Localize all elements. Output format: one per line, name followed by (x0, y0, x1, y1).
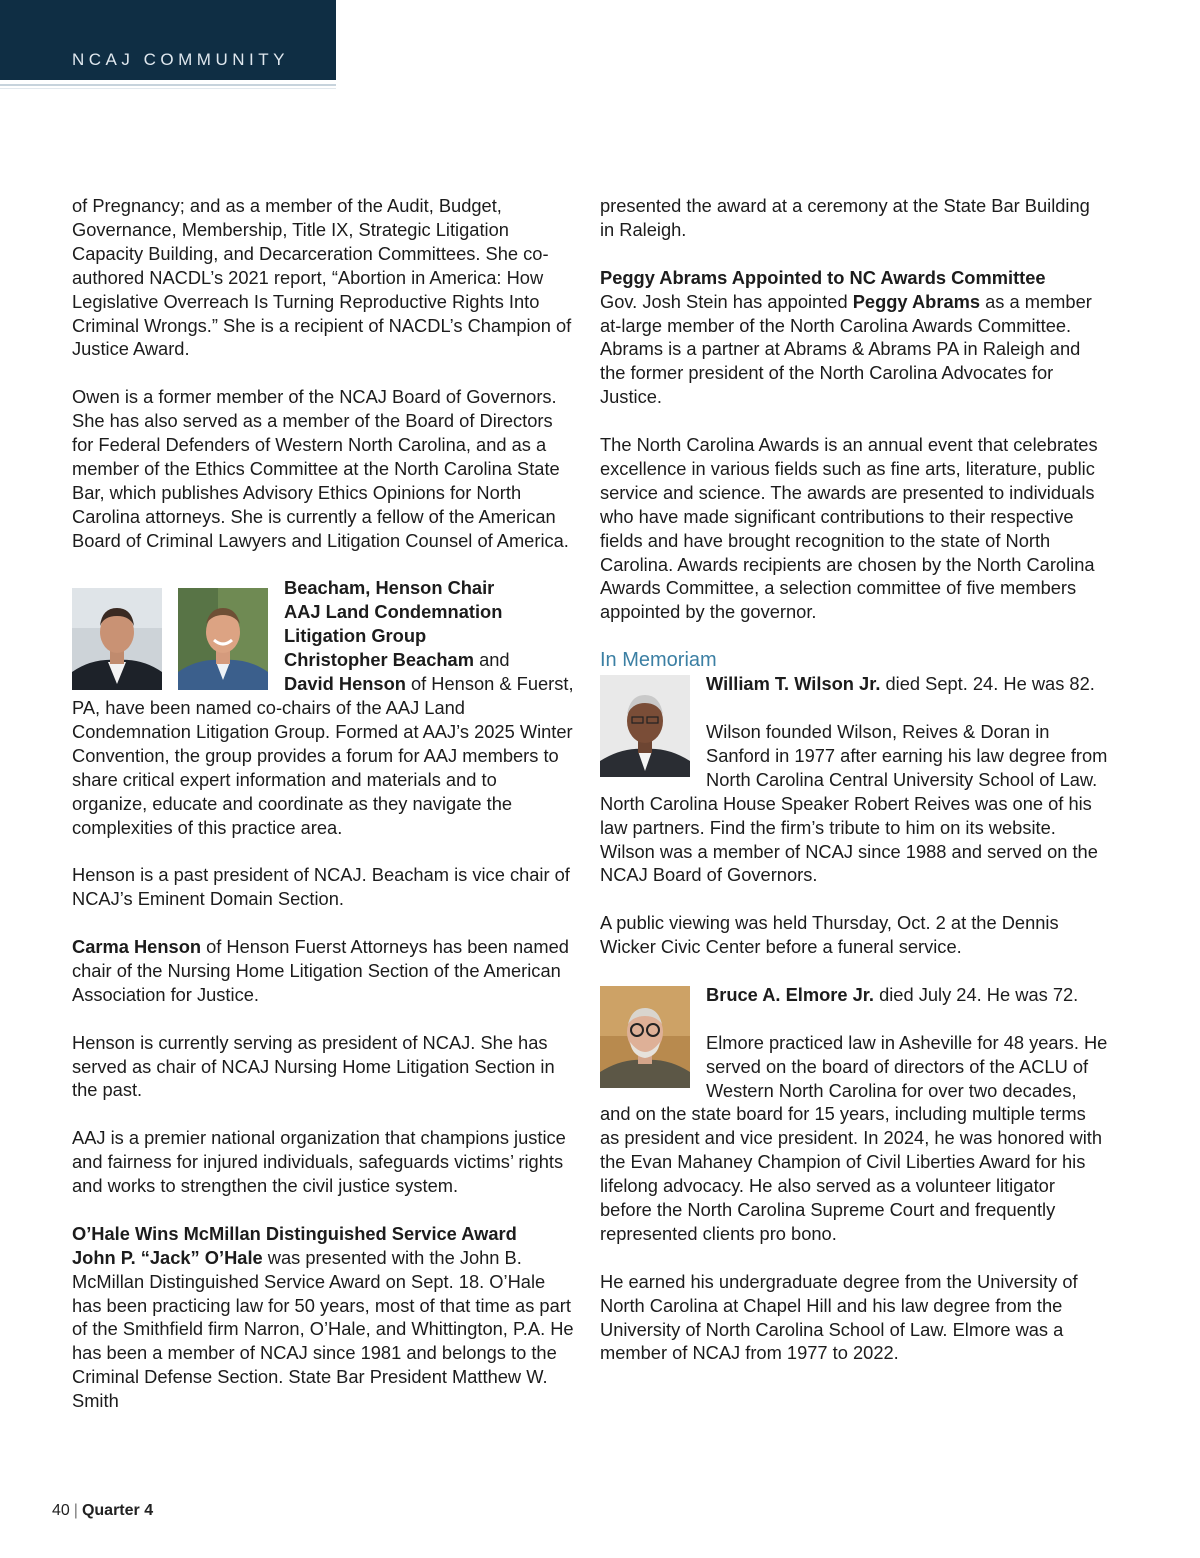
carma-henson-name: Carma Henson (72, 936, 202, 958)
ohale-item (72, 1222, 576, 1413)
elmore-item (600, 983, 1108, 1365)
henson-name: David Henson (284, 673, 406, 695)
beacham-henson-paragraph-2: Henson is a past president of NCAJ. Beacham is vice chair of NCAJ’s Eminent Domain Section. (72, 864, 570, 910)
ohale-heading: O’Hale Wins McMillan Distinguished Service Award (72, 1222, 517, 1244)
right-column (600, 194, 1108, 1365)
owen-paragraph-1: of Pregnancy; and as a member of the Audit, Budget, Governance, Membership, Title IX, Strategic Litigation Capacity Building, and Decarceration Committees. She co-authored NACDL’s 2021 report, “Abortion in America: How Legislative Overreach Is Turning Reproductive Rights Into Criminal Wrongs.” She is a recipient of NACDL’s Champion of Justice Award. (72, 195, 572, 360)
beacham-henson-photos (72, 588, 284, 692)
carma-henson-paragraph (72, 935, 576, 1007)
beacham-body: of Henson & Fuerst, PA, have been named co-chairs of the AAJ Land Condemnation Litigation Group. Formed at AAJ’s 2025 Winter Convention, the group provides a forum for AAJ members to share critical expert information and materials and to organize, educate and coordinate as they navigate the complexities of this practice area. (72, 673, 574, 838)
beacham-heading-2: AAJ Land Condemnation Litigation Group (284, 601, 503, 647)
bruce-elmore-photo (600, 986, 690, 1088)
aaj-paragraph: AAJ is a premier national organization that champions justice and fairness for injured individuals, safeguards victims’ rights and works to strengthen the civil justice system. (72, 1127, 566, 1197)
wilson-name: William T. Wilson Jr. (706, 673, 881, 695)
beacham-heading-1: Beacham, Henson Chair (284, 577, 495, 599)
beacham-name: Christopher Beacham (284, 649, 474, 671)
christopher-beacham-photo (72, 588, 162, 690)
abrams-item (600, 266, 1108, 409)
william-wilson-photo (600, 675, 690, 777)
abrams-pre: Gov. Josh Stein has appointed (600, 290, 853, 312)
header-rule (0, 84, 336, 86)
ohale-continued: presented the award at a ceremony at the State Bar Building in Raleigh. (600, 195, 1090, 240)
left-column (72, 194, 576, 1413)
footer-separator: | (73, 1502, 78, 1519)
carma-henson-body: of Henson Fuerst Attorneys has been named chair of the Nursing Home Litigation Section of the American Association for Justice. (72, 936, 569, 1005)
header-band (0, 0, 336, 80)
beacham-henson-item (72, 576, 576, 839)
david-henson-photo (178, 588, 268, 690)
abrams-name: Peggy Abrams (852, 290, 981, 312)
elmore-degrees: He earned his undergraduate degree from the University of North Carolina at Chapel Hill and his law degree from the University of North Carolina School of Law. Elmore was a member of NCAJ from 1977 to 2022. (600, 1270, 1078, 1364)
elmore-body: Elmore practiced law in Asheville for 48 years. He served on the board of directors of the ACLU of Western North Carolina for over two decades, and on the state board for 15 years, including multiple terms as president and vice president. In 2024, he was honored with the Evan Mahaney Champion of Civil Liberties Award for his lifelong advocacy. He also served as a volunteer litigator before the North Carolina Supreme Court and frequently represented clients pro bono. (600, 1031, 1108, 1244)
page-number: 40 (52, 1502, 70, 1519)
wilson-viewing: A public viewing was held Thursday, Oct. 2 at the Dennis Wicker Civic Center before a funeral service. (600, 912, 1059, 958)
section-label: NCAJ COMMUNITY (72, 50, 289, 69)
header-rule-thin (0, 88, 336, 89)
ohale-body: was presented with the John B. McMillan Distinguished Service Award on Sept. 18. O’Hale has been practicing law for 50 years, most of that time as part of the Smithfield firm Narron, O’Hale, and Whittington, P.A. He has been a member of NCAJ since 1981 and belongs to the Criminal Defense Section. State Bar President Matthew W. Smith (72, 1246, 574, 1412)
wilson-died: died Sept. 24. He was 82. (880, 673, 1095, 695)
nc-awards-paragraph: The North Carolina Awards is an annual event that celebrates excellence in various fields such as fine arts, literature, public service and science. The awards are presented to individuals who have made significant contributions to their respective fields and have brought recognition to the state of North Carolina. Awards recipients are chosen by the North Carolina Awards Committee, a selection committee of five members appointed by the governor. (600, 434, 1098, 623)
owen-paragraph-2: Owen is a former member of the NCAJ Board of Governors. She has also served as a member of the Board of Directors for Federal Defenders of Western North Carolina, and as a member of the Ethics Committee at the North Carolina State Bar, which publishes Advisory Ethics Opinions for North Carolina attorneys. She is currently a fellow of the American Board of Criminal Lawyers and Litigation Counsel of America. (72, 386, 569, 551)
and-text: and (473, 649, 510, 671)
abrams-heading: Peggy Abrams Appointed to NC Awards Committee (600, 266, 1046, 288)
in-memoriam-heading: In Memoriam (600, 649, 717, 672)
ohale-name: John P. “Jack” O’Hale (72, 1246, 263, 1268)
elmore-name: Bruce A. Elmore Jr. (706, 983, 874, 1005)
page-footer (52, 1502, 153, 1520)
abrams-body: as a member at-large member of the North Carolina Awards Committee. Abrams is a partner at Abrams & Abrams PA in Raleigh and the former president of the North Carolina Advocates for Justice. (600, 290, 1092, 408)
carma-henson-paragraph-2: Henson is currently serving as president of NCAJ. She has served as chair of NCAJ Nursing Home Litigation Section in the past. (72, 1031, 555, 1101)
wilson-body: Wilson founded Wilson, Reives & Doran in Sanford in 1977 after earning his law degree from North Carolina Central University School of Law. North Carolina House Speaker Robert Reives was one of his law partners. Find the firm’s tribute to him on its website. Wilson was a member of NCAJ since 1988 and served on the NCAJ Board of Governors. (600, 720, 1108, 886)
issue-label: Quarter 4 (81, 1502, 154, 1519)
wilson-item (600, 672, 1108, 959)
elmore-died: died July 24. He was 72. (874, 983, 1079, 1005)
